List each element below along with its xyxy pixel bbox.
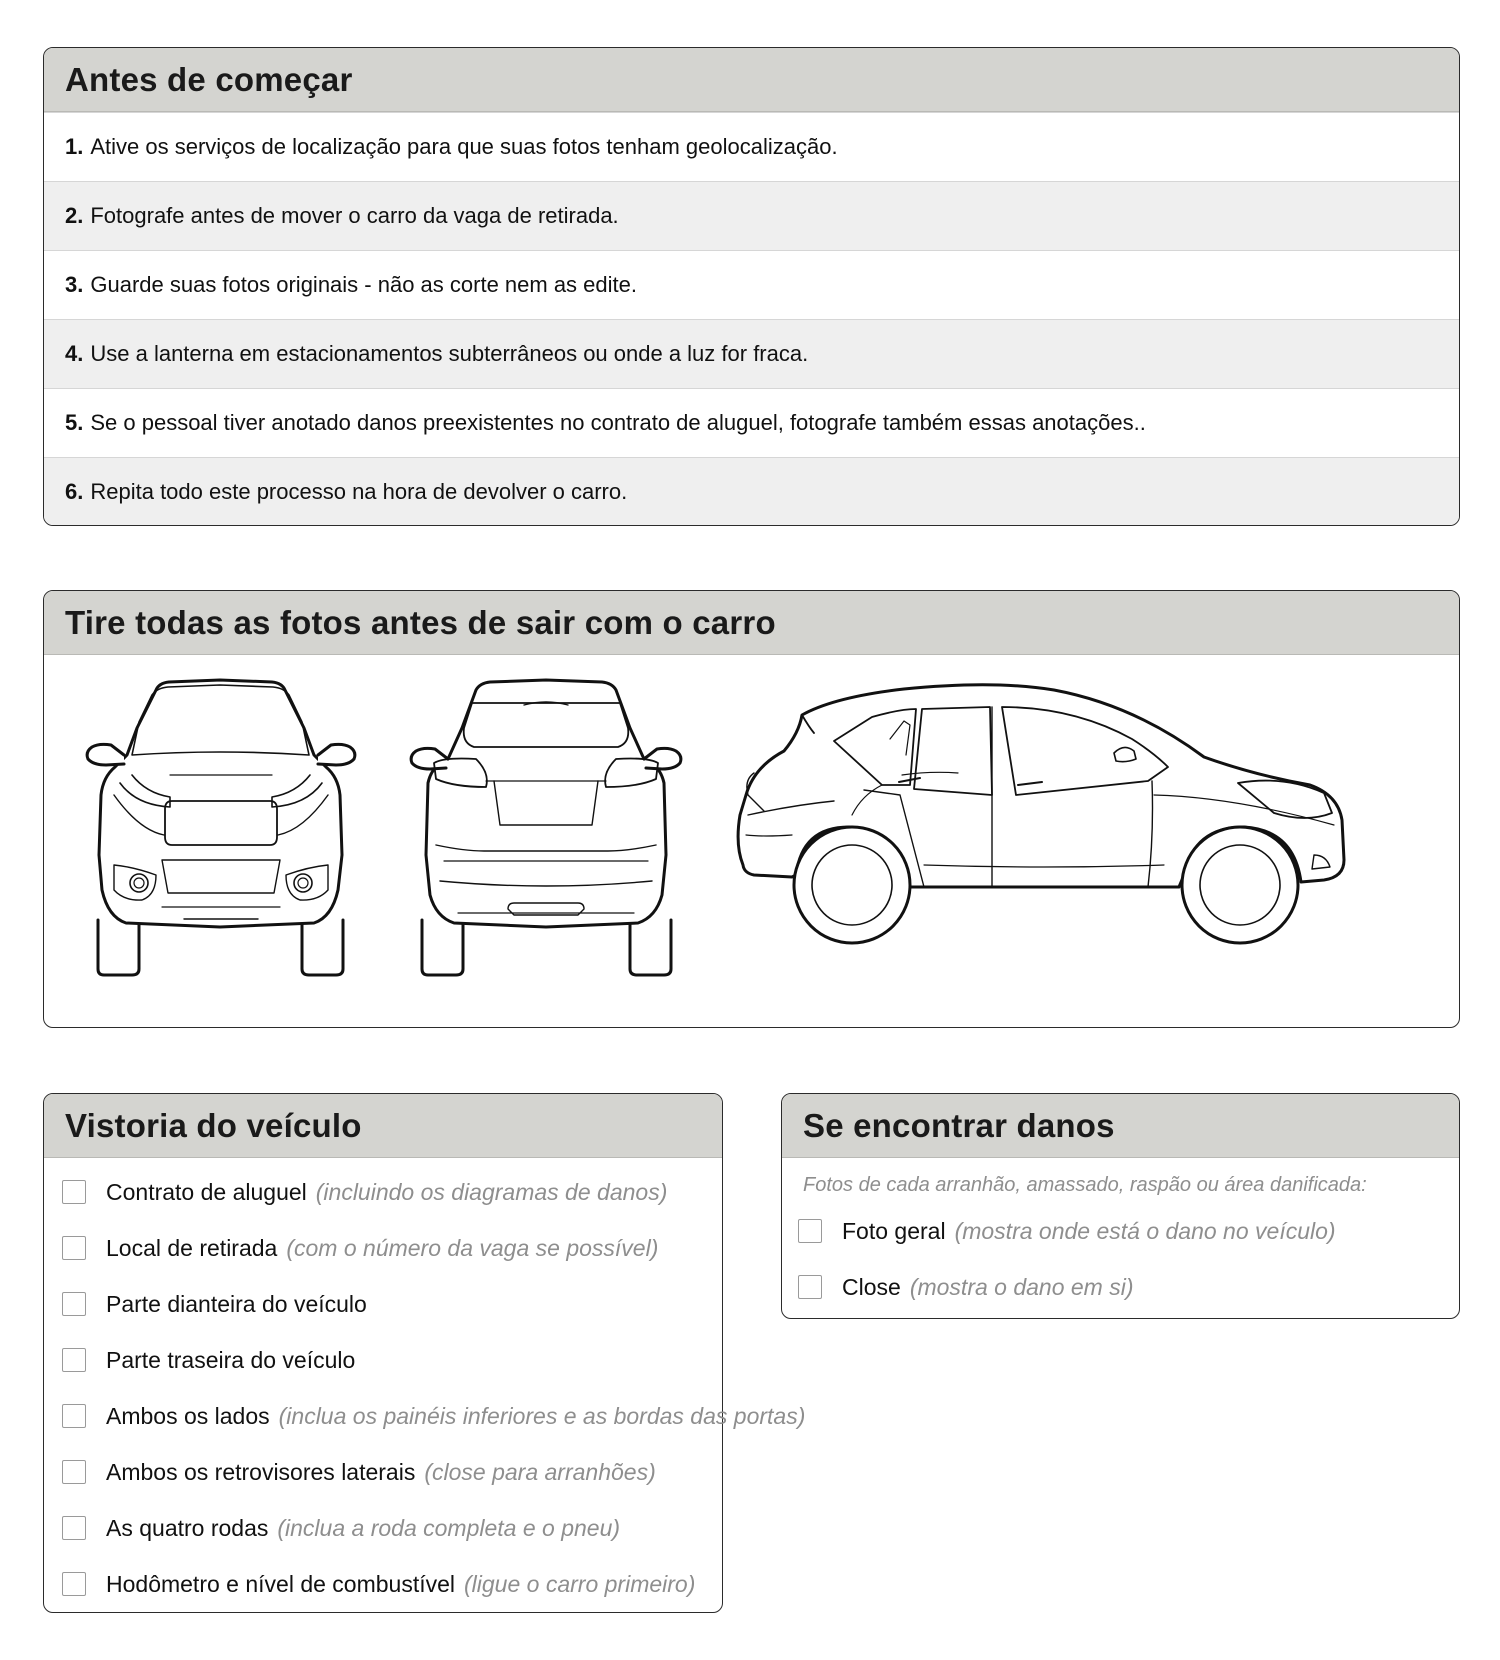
step-number: 1. bbox=[65, 134, 84, 159]
checklist-item bbox=[44, 1332, 722, 1388]
checkbox[interactable] bbox=[62, 1348, 86, 1372]
checkbox[interactable] bbox=[798, 1275, 822, 1299]
inspection-panel-title: Vistoria do veículo bbox=[65, 1106, 362, 1144]
checklist-item-note: (ligue o carro primeiro) bbox=[464, 1570, 696, 1597]
step-text: Use a lanterna em estacionamentos subterrâneos ou onde a luz for fraca. bbox=[90, 341, 809, 366]
steps-panel-title: Antes de começar bbox=[65, 60, 353, 98]
checklist-item-label: Foto geral bbox=[842, 1217, 946, 1244]
checkbox[interactable] bbox=[62, 1236, 86, 1260]
checkbox[interactable] bbox=[62, 1292, 86, 1316]
step-number: 3. bbox=[65, 272, 84, 297]
checklist-item-label: Parte traseira do veículo bbox=[106, 1346, 356, 1373]
checklist-item-note: (inclua os painéis inferiores e as bordas das portas) bbox=[278, 1402, 806, 1429]
checklist-item-label: Local de retirada bbox=[106, 1234, 278, 1261]
checklist-item-label: Parte dianteira do veículo bbox=[106, 1290, 367, 1317]
inspection-panel bbox=[43, 1093, 806, 1613]
checkbox[interactable] bbox=[62, 1404, 86, 1428]
checklist-item-label: Ambos os retrovisores laterais bbox=[106, 1458, 416, 1485]
step-text: Repita todo este processo na hora de devolver o carro. bbox=[90, 479, 628, 504]
step-item bbox=[44, 250, 1459, 319]
step-number: 2. bbox=[65, 203, 84, 228]
step-item bbox=[44, 457, 1459, 526]
checklist-item bbox=[44, 1556, 722, 1612]
photos-panel-header bbox=[44, 591, 1459, 655]
car-rear-illustration bbox=[411, 680, 681, 975]
step-text: Ative os serviços de localização para que suas fotos tenham geolocalização. bbox=[90, 134, 838, 159]
checklist-item bbox=[44, 1164, 722, 1220]
step-item bbox=[44, 112, 1459, 181]
checklist-item bbox=[44, 1388, 806, 1444]
checklist-item-label: Ambos os lados bbox=[106, 1402, 270, 1429]
damage-checklist bbox=[782, 1203, 1459, 1315]
checklist-item-label: Close bbox=[842, 1273, 901, 1300]
step-item bbox=[44, 319, 1459, 388]
car-side-illustration bbox=[738, 685, 1344, 943]
checkbox[interactable] bbox=[62, 1572, 86, 1596]
damage-panel-title: Se encontrar danos bbox=[803, 1106, 1115, 1144]
step-item bbox=[44, 181, 1459, 250]
damage-panel-header bbox=[782, 1094, 1459, 1158]
step-text: Se o pessoal tiver anotado danos preexistentes no contrato de aluguel, fotografe também essas anotações.. bbox=[90, 410, 1146, 435]
photos-panel-title: Tire todas as fotos antes de sair com o carro bbox=[65, 603, 776, 641]
checkbox[interactable] bbox=[798, 1219, 822, 1243]
checkbox[interactable] bbox=[62, 1180, 86, 1204]
checklist-item-note: (mostra o dano em si) bbox=[909, 1273, 1134, 1300]
checklist-item bbox=[782, 1203, 1459, 1259]
checklist-item-note: (inclua a roda completa e o pneu) bbox=[277, 1514, 621, 1541]
car-front-illustration bbox=[87, 680, 355, 975]
checklist-item-note: (mostra onde está o dano no veículo) bbox=[954, 1217, 1336, 1244]
inspection-panel-header bbox=[44, 1094, 722, 1158]
checklist-item-label: Hodômetro e nível de combustível bbox=[106, 1570, 456, 1597]
checklist-item-note: (close para arranhões) bbox=[424, 1458, 656, 1485]
checklist-item-label: As quatro rodas bbox=[106, 1514, 269, 1541]
photos-panel bbox=[43, 590, 1460, 1028]
inspection-checklist bbox=[44, 1158, 806, 1612]
checkbox[interactable] bbox=[62, 1460, 86, 1484]
step-text: Guarde suas fotos originais - não as corte nem as edite. bbox=[90, 272, 637, 297]
car-diagrams bbox=[44, 655, 1458, 1027]
step-number: 6. bbox=[65, 479, 84, 504]
checklist-item bbox=[44, 1276, 722, 1332]
checklist-item bbox=[44, 1500, 722, 1556]
step-item bbox=[44, 388, 1459, 457]
damage-panel bbox=[781, 1093, 1460, 1319]
checklist-item bbox=[782, 1259, 1459, 1315]
checklist-item bbox=[44, 1220, 722, 1276]
step-number: 5. bbox=[65, 410, 84, 435]
checkbox[interactable] bbox=[62, 1516, 86, 1540]
checklist-item-note: (com o número da vaga se possível) bbox=[286, 1234, 659, 1261]
checklist-item bbox=[44, 1444, 722, 1500]
damage-panel-intro: Fotos de cada arranhão, amassado, raspão ou área danificada: bbox=[803, 1174, 1367, 1196]
step-number: 4. bbox=[65, 341, 84, 366]
checklist-item-note: (incluindo os diagramas de danos) bbox=[315, 1178, 668, 1205]
steps-panel-header bbox=[44, 48, 1459, 112]
step-text: Fotografe antes de mover o carro da vaga de retirada. bbox=[90, 203, 619, 228]
checklist-item-label: Contrato de aluguel bbox=[106, 1178, 307, 1205]
steps-panel bbox=[43, 47, 1460, 526]
